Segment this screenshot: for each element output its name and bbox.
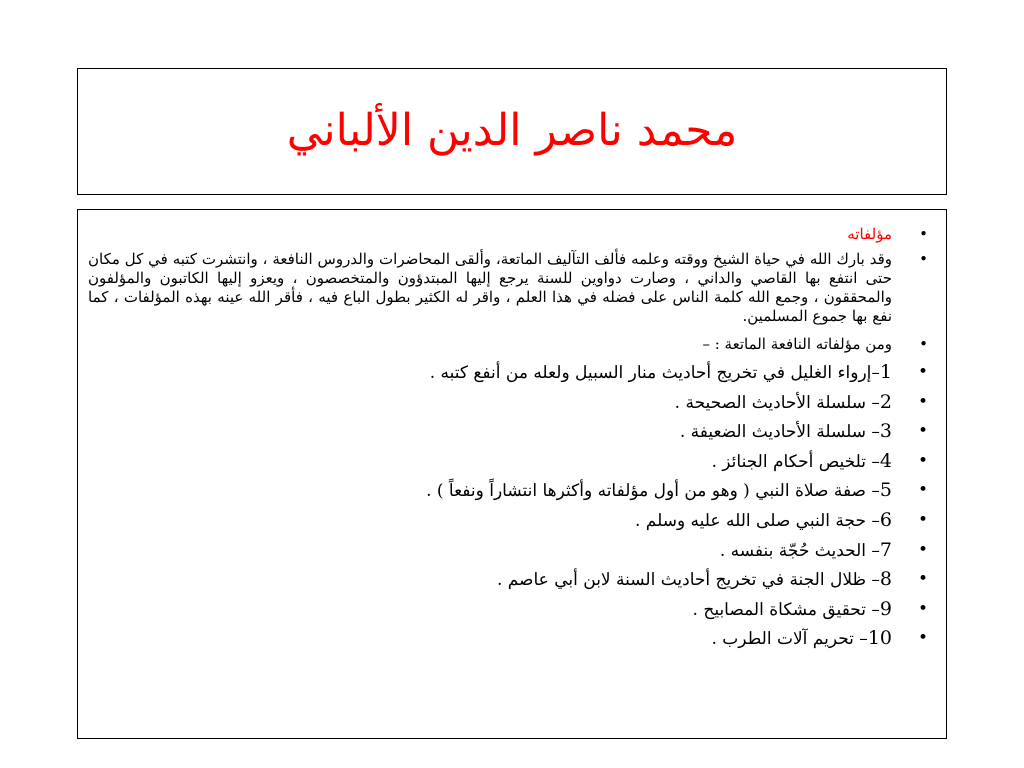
work-number: 8	[879, 568, 892, 591]
work-number: 9	[879, 597, 892, 620]
work-item	[88, 390, 936, 415]
bullet-list	[78, 210, 946, 651]
work-title: –إرواء الغليل في تخريج أحاديث منار السبيل ولعله من أنفع كتبه .	[429, 363, 880, 383]
work-title: – تحقيق مشكاة المصابيح .	[692, 599, 880, 620]
work-item	[88, 626, 936, 651]
work-title: – سلسلة الأحاديث الضعيفة .	[679, 422, 880, 443]
work-item	[88, 567, 936, 592]
work-number: 3	[879, 420, 892, 443]
work-item	[88, 597, 936, 622]
work-title: – سلسلة الأحاديث الصحيحة .	[674, 392, 880, 413]
work-title: – تلخيص أحكام الجنائز .	[711, 451, 880, 472]
work-item	[88, 449, 936, 474]
work-item	[88, 360, 936, 385]
work-number: 7	[879, 538, 892, 561]
title-box	[77, 68, 947, 195]
work-item	[88, 538, 936, 563]
work-number: 10	[867, 627, 892, 650]
work-title: – حجة النبي صلى الله عليه وسلم .	[634, 510, 880, 531]
work-number: 5	[879, 479, 892, 502]
work-item	[88, 508, 936, 533]
content-box	[77, 209, 947, 739]
intro-paragraph: • وقد بارك الله في حياة الشيخ ووقته وعلمه فألف التآليف الماتعة، وألقى المحاضرات والدروس النافعة ، وانتشرت كتبه في كل مكان حتى انتفع بها القاصي والداني ، وصارت دواوين للسنة يرجع إليها المبتدؤون والمتخصصون ، ويعزو إليها الكاتبون والمؤلفون والمحققون ، وجمع الله كلمة الناس على فضله في هذا العلم ، واقر له الكثير بطول الباع فيه ، فأقر الله عينه بهذه المؤلفات ، كما نفع بها جموع المسلمين.	[88, 250, 936, 326]
work-number: 2	[879, 390, 892, 413]
section-heading: • مؤلفاته	[88, 224, 936, 244]
work-title: – الحديث حُجّة بنفسه .	[719, 540, 880, 561]
work-number: 6	[879, 508, 892, 531]
slide-title: محمد ناصر الدين الألباني	[286, 105, 738, 157]
work-title: – ظلال الجنة في تخريج أحاديث السنة لابن أبي عاصم .	[496, 570, 880, 591]
work-title: – تحريم آلات الطرب .	[711, 629, 868, 650]
work-title: – صفة صلاة النبي ( وهو من أول مؤلفاته وأكثرها انتشاراً ونفعاً ) .	[426, 481, 880, 502]
work-item	[88, 478, 936, 503]
work-number: 1	[879, 361, 892, 383]
works-intro: • ومن مؤلفاته النافعة الماتعة : –	[88, 334, 936, 354]
work-item	[88, 419, 936, 444]
work-number: 4	[879, 449, 892, 472]
